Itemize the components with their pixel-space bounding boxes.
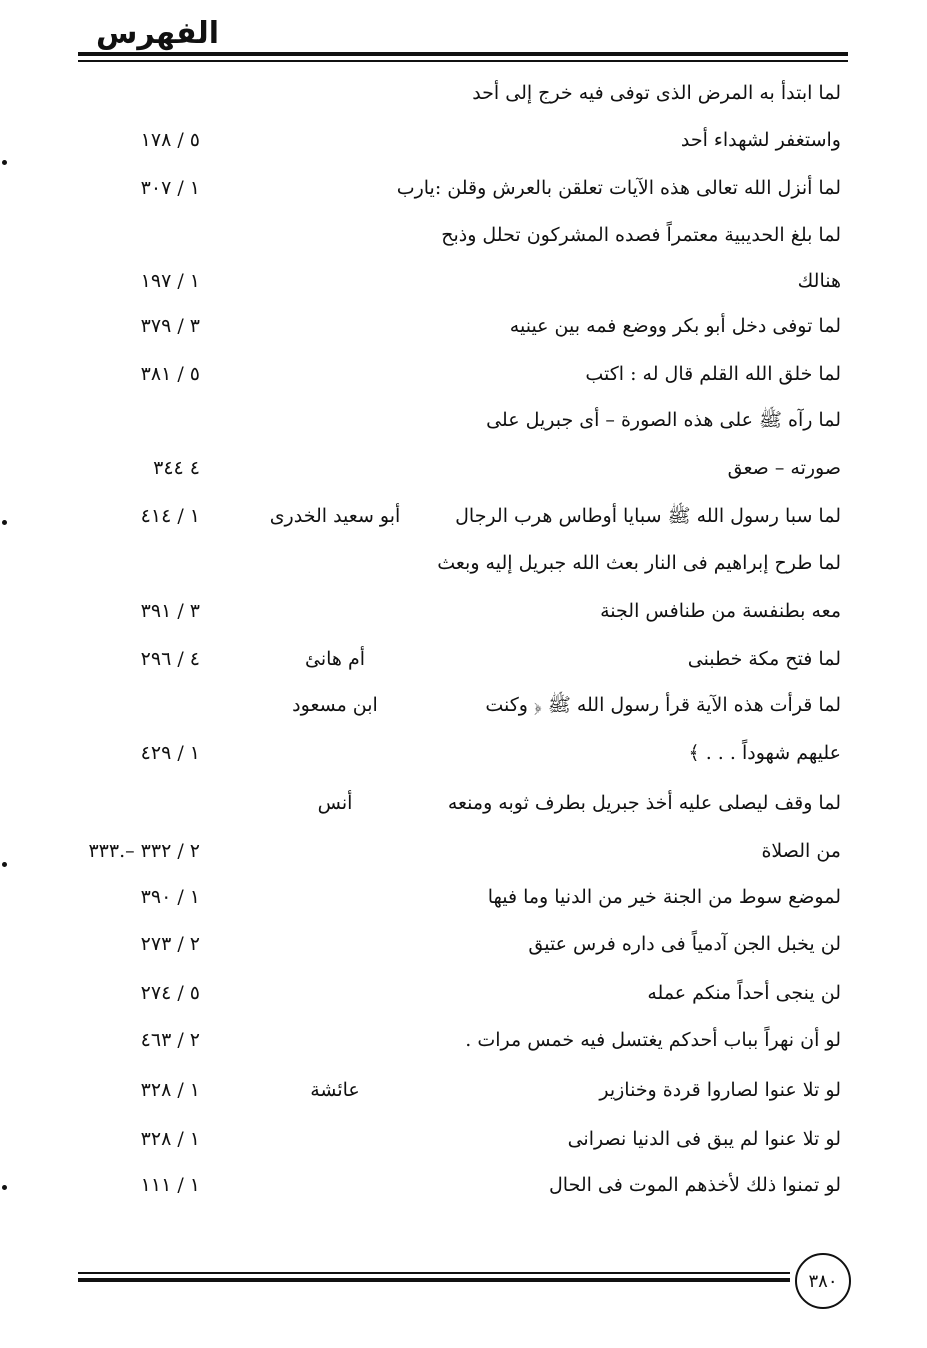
entry-narrator: أبو سعيد الخدرى bbox=[269, 505, 401, 527]
entry-text: لما توفى دخل أبو بكر ووضع فمه بين عينيه bbox=[509, 315, 841, 337]
entry-text: لو تلا عنوا لم يبق فى الدنيا نصرانى bbox=[567, 1128, 841, 1150]
scan-speck bbox=[2, 862, 7, 867]
entry-text: لما وقف ليصلى عليه أخذ جبريل بطرف ثوبه ومنعه bbox=[447, 792, 841, 814]
entry-text: لن يخبل الجن آدمياً فى داره فرس عتيق bbox=[528, 933, 841, 955]
entry-text: واستغفر لشهداء أحد bbox=[680, 129, 841, 151]
entry-text: صورته – صعق bbox=[727, 457, 841, 479]
entry-reference: ١ / ١١١ bbox=[140, 1174, 200, 1196]
entry-narrator: أنس bbox=[317, 792, 353, 814]
entry-reference: ٢ / ٢٧٣ bbox=[140, 933, 200, 955]
entry-reference: ١ / ٣٢٨ bbox=[140, 1128, 200, 1150]
entry-reference: ١ / ٣٩٠ bbox=[140, 886, 200, 908]
entry-reference: ٤ ٣٤٤ bbox=[153, 457, 200, 479]
entry-text: لما قرأت هذه الآية قرأ رسول الله ﷺ ﴿ وكنت bbox=[485, 694, 841, 716]
entry-reference: ١ / ٤١٤ bbox=[140, 505, 200, 527]
entry-reference: ٥ / ٢٧٤ bbox=[140, 982, 200, 1004]
entry-reference: ١ / ٣٠٧ bbox=[140, 177, 200, 199]
entry-text: عليهم شهوداً . . . ﴾ bbox=[688, 742, 841, 764]
entry-text: لن ينجى أحداً منكم عمله bbox=[647, 982, 841, 1004]
scan-speck bbox=[2, 520, 7, 525]
entry-text: لو تمنوا ذلك لأخذهم الموت فى الحال bbox=[548, 1174, 841, 1196]
entry-text: لما أنزل الله تعالى هذه الآيات تعلقن بالعرش وقلن :يارب bbox=[396, 177, 841, 199]
entry-text: لو تلا عنوا لصاروا قردة وخنازير bbox=[599, 1079, 841, 1101]
scan-speck bbox=[2, 1185, 7, 1190]
entry-narrator: عائشة bbox=[310, 1079, 360, 1101]
entry-text: هنالك bbox=[797, 270, 841, 292]
footer-rule-thin bbox=[78, 1272, 790, 1274]
page-header-title: الفهرس bbox=[96, 16, 220, 51]
entry-reference: ٢ / ٣٣٢ –.٣٣٣ bbox=[88, 840, 200, 862]
entry-text: لما بلغ الحديبية معتمراً فصده المشركون تحلل وذبح bbox=[441, 224, 841, 246]
entry-text: لما رآه ﷺ على هذه الصورة – أى جبريل على bbox=[486, 409, 841, 431]
entry-reference: ١ / ٤٢٩ bbox=[140, 742, 200, 764]
entry-text: لما سبا رسول الله ﷺ سبايا أوطاس هرب الرجال bbox=[455, 505, 841, 527]
entry-reference: ٥ / ٣٨١ bbox=[140, 363, 200, 385]
entry-reference: ٣ / ٣٩١ bbox=[140, 600, 200, 622]
entry-reference: ٣ / ٣٧٩ bbox=[140, 315, 200, 337]
scan-speck bbox=[2, 160, 7, 165]
entry-text: لما فتح مكة خطبنى bbox=[687, 648, 841, 670]
entry-text: لما ابتدأ به المرض الذى توفى فيه خرج إلى أحد bbox=[472, 82, 841, 104]
entry-reference: ٤ / ٢٩٦ bbox=[140, 648, 200, 670]
entry-text: معه بطنفسة من طنافس الجنة bbox=[600, 600, 841, 622]
footer-rule-thick bbox=[78, 1278, 790, 1282]
entry-text: لو أن نهراً بباب أحدكم يغتسل فيه خمس مرات . bbox=[465, 1029, 841, 1051]
entry-reference: ١ / ٣٢٨ bbox=[140, 1079, 200, 1101]
entry-reference: ١ / ١٩٧ bbox=[140, 270, 200, 292]
entry-narrator: أم هانئ bbox=[304, 648, 365, 670]
entry-text: لما طرح إبراهيم فى النار بعث الله جبريل إليه وبعث bbox=[437, 552, 841, 574]
entry-text: لموضع سوط من الجنة خير من الدنيا وما فيها bbox=[487, 886, 841, 908]
entry-reference: ٢ / ٤٦٣ bbox=[140, 1029, 200, 1051]
entry-narrator: ابن مسعود bbox=[292, 694, 378, 716]
page-number: ٣٨٠ bbox=[795, 1253, 851, 1309]
entry-text: لما خلق الله القلم قال له : اكتب bbox=[585, 363, 841, 385]
entry-text: من الصلاة bbox=[761, 840, 841, 862]
entry-reference: ٥ / ١٧٨ bbox=[140, 129, 200, 151]
